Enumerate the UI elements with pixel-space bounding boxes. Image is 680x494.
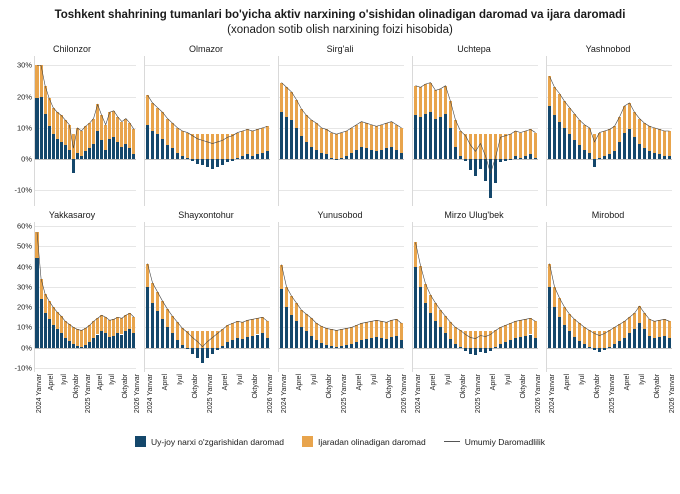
x-axis-tick-label: Oktyabr: [72, 374, 80, 399]
title-normal: (xonadon sotib olish narxining foizi hisobida): [227, 24, 453, 36]
y-axis: [8, 56, 34, 206]
x-axis-tick-label: Aprel: [490, 374, 498, 391]
x-axis-tick-label: Oktyabr: [593, 374, 601, 399]
panel-title: Chilonzor: [52, 44, 92, 54]
x-axis-tick-label: 2025 Yanvar: [85, 374, 92, 414]
x-axis-panel-labels: [142, 372, 275, 434]
x-axis-tick-label: 2024 Yanvar: [36, 374, 44, 414]
total-yield-line: [35, 222, 136, 372]
panel-plot-area: [8, 56, 136, 206]
x-axis-tick-label: Iyul: [371, 374, 379, 385]
x-axis-tick-label: Aprel: [97, 374, 105, 391]
x-axis-panel-labels: [276, 372, 409, 434]
chart-panel: [8, 40, 136, 206]
plot: [412, 222, 538, 372]
chart-panel: [276, 40, 404, 206]
total-yield-line: [547, 222, 672, 372]
chart-panel: [142, 40, 270, 206]
panel-title: Sirg'ali: [326, 44, 354, 54]
x-axis-tick-label: Aprel: [48, 374, 56, 391]
plot: [546, 222, 672, 372]
panel-plot-area: [142, 222, 270, 372]
x-axis-tick-label: Oktyabr: [191, 374, 199, 399]
x-axis-tick-label: 2024 Yanvar: [146, 374, 154, 414]
plot: [34, 56, 136, 206]
x-axis-tick-label: Oktyabr: [121, 374, 129, 399]
y-axis-tick-label: 10%: [16, 123, 32, 133]
x-axis-tick-label: Aprel: [222, 374, 230, 391]
panel-plot-area: [276, 222, 404, 372]
page-title: [0, 0, 680, 40]
x-axis-tick-label: 2024 Yanvar: [548, 374, 556, 414]
x-axis-tick-label: Iyul: [237, 374, 245, 385]
x-axis-panel-labels: [544, 372, 677, 434]
chart-panel: [8, 206, 136, 372]
x-axis-tick-label: Oktyabr: [459, 374, 467, 399]
panel-plot-area: [410, 222, 538, 372]
x-axis-tick-label: Aprel: [563, 374, 571, 391]
legend-label-rent-income: Ijaradan olinadigan daromad: [317, 436, 426, 447]
legend-swatch-line: [444, 441, 460, 442]
x-axis-tick-label: Aprel: [295, 374, 303, 391]
panel-title: Mirzo Ulug'bek: [444, 210, 504, 220]
y-axis-tick-label: 30%: [16, 282, 32, 292]
x-axis-tick-label: 2025 Yanvar: [475, 374, 482, 414]
x-axis-tick-label: Iyul: [505, 374, 513, 385]
x-axis-labels-row: [0, 372, 680, 434]
panel-plot-area: [410, 56, 538, 206]
total-yield-line: [35, 56, 136, 206]
chart-row-1: [0, 40, 680, 206]
panel-plot-area: [276, 56, 404, 206]
plot: [278, 56, 404, 206]
x-axis-tick-label: Aprel: [356, 374, 364, 391]
panel-plot-area: [544, 56, 672, 206]
x-axis-tick-label: 2025 Yanvar: [609, 374, 616, 414]
x-axis-tick-label: Aprel: [161, 374, 169, 391]
x-axis-tick-label: Oktyabr: [654, 374, 662, 399]
x-axis-tick-label: 2024 Yanvar: [414, 374, 422, 414]
x-axis-tick-label: Oktyabr: [520, 374, 528, 399]
panel-title: Yashnobod: [585, 44, 631, 54]
panel-title: Shayxontohur: [178, 210, 234, 220]
plot: [278, 222, 404, 372]
total-yield-line: [145, 56, 270, 206]
legend-item-price-income: [135, 436, 284, 447]
x-axis-tick-label: Iyul: [109, 374, 117, 385]
panel-title: Yakkasaroy: [48, 210, 96, 220]
chart-panel: [276, 206, 404, 372]
plot: [144, 222, 270, 372]
x-axis-tick-label: Oktyabr: [252, 374, 260, 399]
x-axis-tick-label: Aprel: [624, 374, 632, 391]
total-yield-line: [547, 56, 672, 206]
y-axis: [8, 222, 34, 372]
panel-title: Olmazor: [188, 44, 223, 54]
x-axis-tick-label: Oktyabr: [386, 374, 394, 399]
x-axis-tick-label: Aprel: [429, 374, 437, 391]
y-axis-tick-label: 0%: [21, 343, 32, 353]
chart-panel: [410, 206, 538, 372]
total-yield-line: [279, 222, 404, 372]
plot: [144, 56, 270, 206]
x-axis-tick-label: Iyul: [176, 374, 184, 385]
chart-panel: [544, 206, 672, 372]
x-axis-tick-label: 2026 Yanvar: [133, 374, 141, 414]
total-yield-line: [145, 222, 270, 372]
x-axis-panel-labels: [8, 372, 141, 434]
panel-title: Uchtepa: [457, 44, 491, 54]
title-bold: Toshkent shahrining tumanlari bo'yicha aktiv narxining o'sishidan olinadigan daromad va ijara daromadi: [54, 9, 626, 21]
x-axis-tick-label: 2024 Yanvar: [280, 374, 288, 414]
total-yield-line: [413, 56, 538, 206]
legend-item-rent-income: [302, 436, 426, 447]
legend-item-total-yield: [444, 437, 545, 447]
legend-label-total-yield: Umumiy Daromadlilik: [464, 436, 545, 447]
x-axis-panel-labels: [410, 372, 543, 434]
x-axis-tick-label: Oktyabr: [325, 374, 333, 399]
chart-panel: [410, 40, 538, 206]
y-axis-tick-label: 20%: [16, 92, 32, 102]
x-axis-tick-label: 2025 Yanvar: [341, 374, 348, 414]
x-axis-tick-label: 2026 Yanvar: [669, 374, 677, 414]
y-axis-tick-label: 20%: [16, 302, 32, 312]
panel-plot-area: [544, 222, 672, 372]
plot: [412, 56, 538, 206]
y-axis-tick-label: -10%: [14, 363, 32, 373]
panel-title: Yunusobod: [317, 210, 363, 220]
chart-row-2: [0, 206, 680, 372]
plot: [546, 56, 672, 206]
y-axis-tick-label: 30%: [16, 60, 32, 70]
y-axis-tick-label: 0%: [21, 154, 32, 164]
x-axis-tick-label: Iyul: [444, 374, 452, 385]
chart-panel: [142, 206, 270, 372]
y-axis-tick-label: 40%: [16, 262, 32, 272]
x-axis-tick-label: 2026 Yanvar: [401, 374, 409, 414]
x-axis-tick-label: Iyul: [639, 374, 647, 385]
panel-plot-area: [8, 222, 136, 372]
chart-legend: [0, 434, 680, 447]
y-axis-tick-label: -10%: [14, 185, 32, 195]
total-yield-line: [413, 222, 538, 372]
plot: [34, 222, 136, 372]
x-axis-tick-label: 2026 Yanvar: [267, 374, 275, 414]
panel-title: Mirobod: [591, 210, 625, 220]
x-axis-tick-label: Iyul: [578, 374, 586, 385]
y-axis-tick-label: 60%: [16, 221, 32, 231]
y-axis-tick-label: 50%: [16, 241, 32, 251]
panel-plot-area: [142, 56, 270, 206]
x-axis-tick-label: Iyul: [310, 374, 318, 385]
x-axis-tick-label: Iyul: [60, 374, 68, 385]
total-yield-line: [279, 56, 404, 206]
legend-label-price-income: Uy-joy narxi o'zgarishidan daromad: [150, 436, 284, 447]
legend-swatch-blue: [135, 436, 146, 447]
y-axis-tick-label: 10%: [16, 322, 32, 332]
chart-panel: [544, 40, 672, 206]
x-axis-tick-label: 2026 Yanvar: [535, 374, 543, 414]
legend-swatch-orange: [302, 436, 313, 447]
x-axis-tick-label: 2025 Yanvar: [207, 374, 214, 414]
